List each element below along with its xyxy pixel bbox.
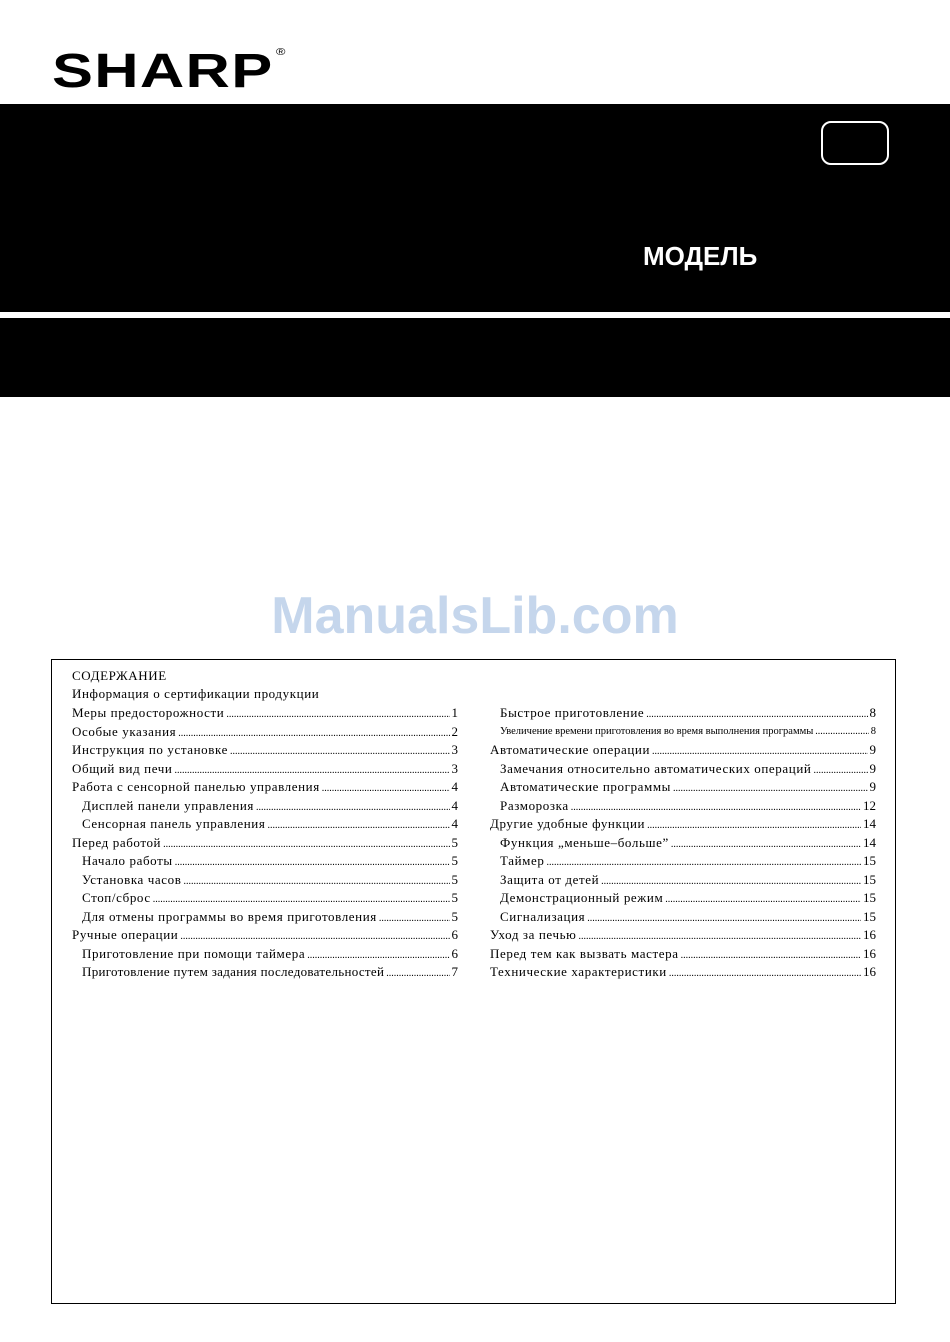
toc-title: СОДЕРЖАНИЕ [72, 668, 167, 683]
toc-entry[interactable]: Сигнализация ..... 15 [500, 909, 876, 927]
toc-entry[interactable]: Приготовление путем задания последовательностей ..... 7 [82, 964, 458, 982]
watermark: ManualsLib.com [271, 587, 679, 645]
toc-entry[interactable]: Автоматические программы ..... 9 [500, 779, 876, 797]
toc-entry[interactable]: Автоматические операции ..... 9 [490, 742, 876, 760]
toc-entry[interactable]: Для отмены программы во время приготовления ..... 5 [82, 909, 458, 927]
toc-entry[interactable]: Общий вид печи ..... 3 [72, 761, 458, 779]
toc-entry[interactable]: Другие удобные функции ..... 14 [490, 816, 876, 834]
toc-entry[interactable]: Быстрое приготовление ..... 8 [500, 705, 876, 723]
toc-entry[interactable]: Особые указания ..... 2 [72, 724, 458, 742]
toc-entry[interactable]: Технические характеристики ..... 16 [490, 964, 876, 982]
toc-entry[interactable]: Приготовление при помощи таймера ..... 6 [82, 946, 458, 964]
toc-subtitle: Информация о сертификации продукции [72, 686, 320, 701]
toc-entry[interactable]: Перед работой ..... 5 [72, 835, 458, 853]
sharp-logo [52, 45, 287, 98]
toc-entry[interactable]: Защита от детей ..... 15 [500, 872, 876, 890]
subheader-band [0, 318, 950, 397]
model-number-box [821, 121, 889, 165]
toc-entry[interactable]: Замечания относительно автоматических операций ..... 9 [500, 761, 876, 779]
toc-entry[interactable]: Стоп/сброс ..... 5 [82, 890, 458, 908]
model-label: МОДЕЛЬ [643, 241, 758, 271]
toc-entry[interactable]: Дисплей панели управления ..... 4 [82, 798, 458, 816]
table-of-contents [51, 659, 896, 1304]
toc-entry[interactable]: Таймер ..... 15 [500, 853, 876, 871]
toc-entry[interactable]: Разморозка ..... 12 [500, 798, 876, 816]
toc-entry[interactable]: Сенсорная панель управления ..... 4 [82, 816, 458, 834]
toc-entry[interactable]: Меры предосторожности ..... 1 [72, 705, 458, 723]
toc-entry[interactable]: Ручные операции ..... 6 [72, 927, 458, 945]
toc-entry[interactable]: Функция „меньше–больше” ..... 14 [500, 835, 876, 853]
toc-entry[interactable]: Увеличение времени приготовления во время выполнения программы ..... 8 [500, 724, 876, 740]
toc-entry[interactable]: Начало работы ..... 5 [82, 853, 458, 871]
toc-entry[interactable]: Установка часов ..... 5 [82, 872, 458, 890]
brand-name: SHARP [52, 45, 274, 98]
toc-entry[interactable]: Работа с сенсорной панелью управления ..... 4 [72, 779, 458, 797]
header-band [0, 104, 950, 312]
toc-entry[interactable]: Инструкция по установке ..... 3 [72, 742, 458, 760]
toc-entry[interactable]: Перед тем как вызвать мастера ..... 16 [490, 946, 876, 964]
toc-entry[interactable]: Демонстрационный режим ..... 15 [500, 890, 876, 908]
registered-mark: ® [276, 47, 287, 58]
toc-entry[interactable]: Уход за печью ..... 16 [490, 927, 876, 945]
